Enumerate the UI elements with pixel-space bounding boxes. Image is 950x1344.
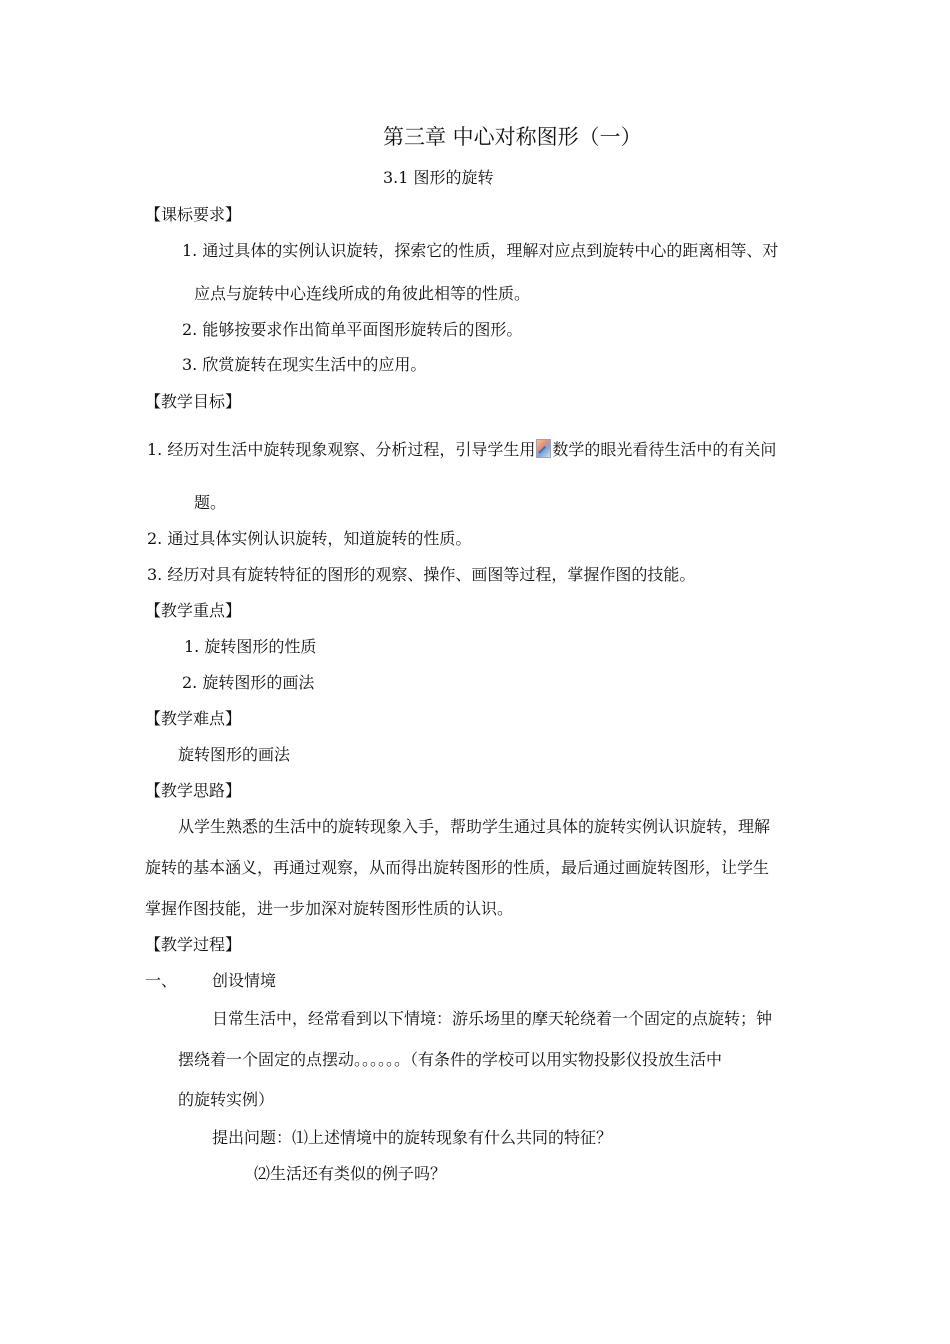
approach-line-3: 掌握作图技能，进一步加深对旋转图形性质的认识。 bbox=[145, 899, 514, 918]
curriculum-item-1: 1. 通过具体的实例认识旋转，探索它的性质，理解对应点到旋转中心的距离相等、对 bbox=[182, 241, 779, 260]
process-heading: 【教学过程】 bbox=[145, 935, 242, 954]
objective-item-1-cont: 题。 bbox=[194, 493, 227, 512]
objectives-heading: 【教学目标】 bbox=[145, 392, 242, 411]
keypoint-item-2: 2. 旋转图形的画法 bbox=[182, 673, 315, 692]
objective-item-1 bbox=[147, 439, 776, 460]
page-title: 第三章 中心对称图形（一） bbox=[383, 125, 642, 149]
objective-item-3: 3. 经历对具有旋转特征的图形的观察、操作、画图等过程，掌握作图的技能。 bbox=[147, 565, 696, 584]
curriculum-item-1-cont: 应点与旋转中心连线所成的角彼此相等的性质。 bbox=[194, 284, 531, 303]
process-para-line-1: 日常生活中，经常看到以下情境：游乐场里的摩天轮绕着一个固定的点旋转；钟 bbox=[212, 1009, 773, 1028]
section-title: 创设情境 bbox=[212, 971, 277, 990]
difficulties-text: 旋转图形的画法 bbox=[178, 745, 291, 764]
section-number: 一、 bbox=[145, 971, 178, 990]
keypoints-heading: 【教学重点】 bbox=[145, 601, 242, 620]
curriculum-item-3: 3. 欣赏旋转在现实生活中的应用。 bbox=[182, 355, 427, 374]
broken-image-icon bbox=[536, 439, 551, 458]
page-subtitle: 3.1 图形的旋转 bbox=[383, 168, 494, 187]
objective-item-1-after: 数学的眼光看待生活中的有关问 bbox=[552, 440, 777, 459]
keypoint-item-1: 1. 旋转图形的性质 bbox=[184, 637, 317, 656]
objective-item-2: 2. 通过具体实例认识旋转，知道旋转的性质。 bbox=[147, 529, 472, 548]
question-2: ⑵生活还有类似的例子吗？ bbox=[254, 1164, 447, 1183]
difficulties-heading: 【教学难点】 bbox=[145, 709, 242, 728]
objective-item-1-before: 1. 经历对生活中旋转现象观察、分析过程，引导学生用 bbox=[147, 440, 536, 459]
question-1: 提出问题：⑴上述情境中的旋转现象有什么共同的特征？ bbox=[212, 1128, 613, 1147]
approach-line-2: 旋转的基本涵义，再通过观察，从而得出旋转图形的性质，最后通过画旋转图形，让学生 bbox=[145, 858, 770, 877]
curriculum-heading: 【课标要求】 bbox=[145, 205, 242, 224]
curriculum-item-2: 2. 能够按要求作出简单平面图形旋转后的图形。 bbox=[182, 320, 523, 339]
approach-line-1: 从学生熟悉的生活中的旋转现象入手，帮助学生通过具体的旋转实例认识旋转，理解 bbox=[178, 817, 771, 836]
process-para-line-3: 的旋转实例） bbox=[178, 1090, 275, 1109]
process-para-line-2: 摆绕着一个固定的点摆动。。。。。。（有条件的学校可以用实物投影仪投放生活中 bbox=[178, 1050, 723, 1069]
approach-heading: 【教学思路】 bbox=[145, 781, 242, 800]
